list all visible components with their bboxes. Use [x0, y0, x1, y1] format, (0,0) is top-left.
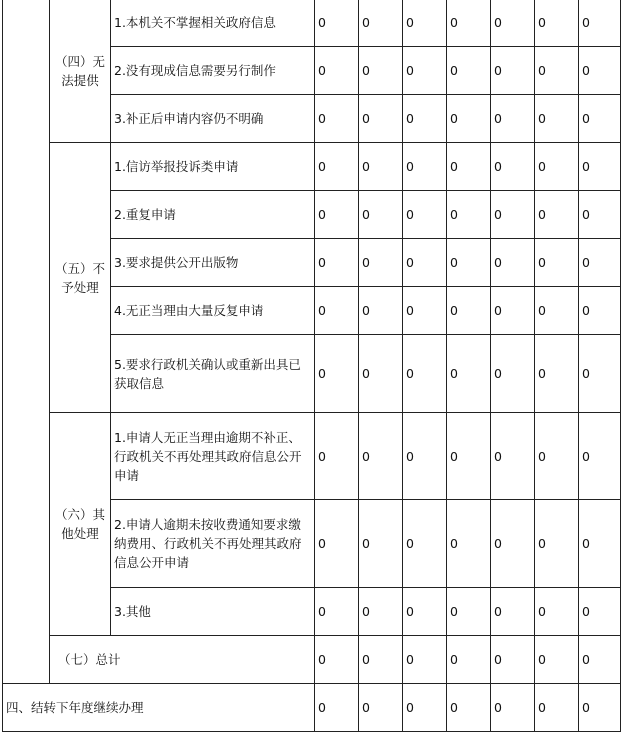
value-cell: 0: [491, 413, 535, 500]
value-cell: 0: [315, 0, 359, 47]
value-cell: 0: [579, 684, 621, 732]
table-body: [3, 0, 621, 732]
value-cell: 0: [579, 636, 621, 684]
value-cell: 0: [315, 239, 359, 287]
value-cell: 0: [491, 287, 535, 335]
value-cell: 0: [491, 588, 535, 636]
value-cell: 0: [491, 335, 535, 413]
value-cell: 0: [359, 500, 403, 588]
value-cell: 0: [315, 413, 359, 500]
value-cell: 0: [447, 143, 491, 191]
row-label: 1.申请人无正当理由逾期不补正、行政机关不再处理其政府信息公开申请: [111, 413, 315, 500]
row-label: 1.信访举报投诉类申请: [111, 143, 315, 191]
row-label: 5.要求行政机关确认或重新出具已获取信息: [111, 335, 315, 413]
outer-category-cell: [3, 0, 50, 684]
row-label: 3.补正后申请内容仍不明确: [111, 95, 315, 143]
group-label: （四）无法提供: [50, 0, 111, 143]
total-row: [3, 636, 621, 684]
value-cell: 0: [579, 500, 621, 588]
value-cell: 0: [359, 47, 403, 95]
value-cell: 0: [403, 335, 447, 413]
value-cell: 0: [447, 95, 491, 143]
value-cell: 0: [535, 47, 579, 95]
value-cell: 0: [535, 500, 579, 588]
value-cell: 0: [403, 413, 447, 500]
value-cell: 0: [579, 239, 621, 287]
value-cell: 0: [403, 500, 447, 588]
value-cell: 0: [491, 684, 535, 732]
table-row: [3, 143, 621, 191]
value-cell: 0: [403, 287, 447, 335]
value-cell: 0: [491, 95, 535, 143]
value-cell: 0: [491, 636, 535, 684]
value-cell: 0: [535, 636, 579, 684]
value-cell: 0: [359, 0, 403, 47]
value-cell: 0: [315, 588, 359, 636]
value-cell: 0: [359, 684, 403, 732]
value-cell: 0: [315, 95, 359, 143]
table-row: [3, 0, 621, 47]
value-cell: 0: [447, 239, 491, 287]
value-cell: 0: [447, 500, 491, 588]
value-cell: 0: [315, 500, 359, 588]
value-cell: 0: [315, 335, 359, 413]
disclosure-statistics-table: [2, 0, 621, 732]
value-cell: 0: [359, 239, 403, 287]
value-cell: 0: [579, 0, 621, 47]
value-cell: 0: [359, 95, 403, 143]
value-cell: 0: [535, 335, 579, 413]
row-label: 3.其他: [111, 588, 315, 636]
value-cell: 0: [403, 636, 447, 684]
value-cell: 0: [535, 588, 579, 636]
value-cell: 0: [535, 287, 579, 335]
value-cell: 0: [447, 636, 491, 684]
value-cell: 0: [535, 413, 579, 500]
group-label: （五）不予处理: [50, 143, 111, 413]
value-cell: 0: [579, 413, 621, 500]
table-row: [3, 413, 621, 500]
value-cell: 0: [491, 191, 535, 239]
value-cell: 0: [535, 191, 579, 239]
value-cell: 0: [315, 287, 359, 335]
value-cell: 0: [535, 95, 579, 143]
value-cell: 0: [359, 143, 403, 191]
value-cell: 0: [535, 0, 579, 47]
value-cell: 0: [403, 684, 447, 732]
value-cell: 0: [579, 143, 621, 191]
value-cell: 0: [403, 239, 447, 287]
value-cell: 0: [403, 47, 447, 95]
value-cell: 0: [359, 588, 403, 636]
value-cell: 0: [579, 335, 621, 413]
value-cell: 0: [315, 636, 359, 684]
value-cell: 0: [579, 287, 621, 335]
value-cell: 0: [447, 287, 491, 335]
row-label: 2.没有现成信息需要另行制作: [111, 47, 315, 95]
value-cell: 0: [315, 143, 359, 191]
value-cell: 0: [447, 588, 491, 636]
value-cell: 0: [447, 335, 491, 413]
row-label: 2.申请人逾期未按收费通知要求缴纳费用、行政机关不再处理其政府信息公开申请: [111, 500, 315, 588]
value-cell: 0: [315, 191, 359, 239]
value-cell: 0: [315, 47, 359, 95]
row-label: 3.要求提供公开出版物: [111, 239, 315, 287]
value-cell: 0: [491, 500, 535, 588]
row-label: 4.无正当理由大量反复申请: [111, 287, 315, 335]
value-cell: 0: [491, 0, 535, 47]
value-cell: 0: [535, 684, 579, 732]
value-cell: 0: [491, 47, 535, 95]
value-cell: 0: [403, 95, 447, 143]
carryover-row: [3, 684, 621, 732]
value-cell: 0: [447, 684, 491, 732]
value-cell: 0: [491, 239, 535, 287]
value-cell: 0: [359, 287, 403, 335]
value-cell: 0: [403, 143, 447, 191]
value-cell: 0: [403, 191, 447, 239]
value-cell: 0: [447, 47, 491, 95]
value-cell: 0: [535, 143, 579, 191]
value-cell: 0: [359, 636, 403, 684]
row-label: 2.重复申请: [111, 191, 315, 239]
value-cell: 0: [491, 143, 535, 191]
total-label: （七）总计: [50, 636, 315, 684]
value-cell: 0: [579, 47, 621, 95]
value-cell: 0: [403, 588, 447, 636]
group-label: （六）其他处理: [50, 413, 111, 636]
value-cell: 0: [359, 413, 403, 500]
carryover-label: 四、结转下年度继续办理: [3, 684, 315, 732]
value-cell: 0: [359, 191, 403, 239]
value-cell: 0: [579, 588, 621, 636]
value-cell: 0: [579, 95, 621, 143]
value-cell: 0: [447, 413, 491, 500]
value-cell: 0: [403, 0, 447, 47]
value-cell: 0: [359, 335, 403, 413]
row-label: 1.本机关不掌握相关政府信息: [111, 0, 315, 47]
value-cell: 0: [447, 0, 491, 47]
value-cell: 0: [447, 191, 491, 239]
value-cell: 0: [535, 239, 579, 287]
value-cell: 0: [315, 684, 359, 732]
value-cell: 0: [579, 191, 621, 239]
